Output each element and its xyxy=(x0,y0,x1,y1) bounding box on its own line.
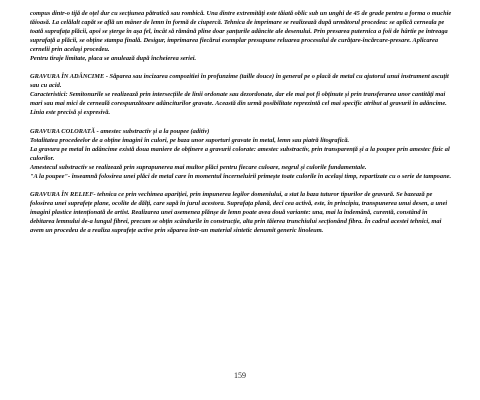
colorata-definition: Totalitatea procedeelor de a obține imagini în culori, pe baza unor suporturi gravate în metal, lemn sau piatră litografică. xyxy=(30,136,350,144)
colorata-heading: GRAVURA COLORATĂ - amestec substractiv și a la poupee (aditiv) xyxy=(30,127,210,135)
page-number: 159 xyxy=(234,371,246,380)
section-gap xyxy=(30,118,452,127)
intro-paragraph: compus dintr-o tijă de oțel dur cu secțiunea pătratică sau rombică. Una dintre extremități este tăiată oblic sub un unghi de 45 de grade pentru a forma o muchie tăioasă. La celălalt capăt se află un mâner de lemn în formă de ciupercă. Tehnica de imprimare se realizează după următorul procedeu: se aplică cerneala pe toată suprafața plăcii, apoi se șterge în așa fel, încât să rămână pline doar șanțurile adâncite ale desenului. Prin presarea puternica a foii de hârtie pe întreaga suprafață a plăcii, se obține stampa finală. Desigur, imprimarea fiecărui exemplar presupune reluarea procesului de curățare-încărcare-presare. Aplicarea cernelii prin acelaşi procedeu. xyxy=(30,10,452,54)
adancime-section xyxy=(30,72,452,117)
relief-section xyxy=(30,190,452,235)
section-gap xyxy=(30,63,452,72)
colorata-section xyxy=(30,127,452,181)
section-gap xyxy=(30,181,452,190)
intro-section xyxy=(30,9,452,63)
adancime-heading-paragraph: GRAVURA ÎN ADÂNCIME - Săparea sau incizarea compozitiei în profunzime (taille douce) în general pe o placă de metal cu ajutorul unui instrument ascuțit sau cu acid. xyxy=(30,73,449,90)
document-body xyxy=(30,9,452,235)
adancime-characteristics: Caracteristici: Semitonurile se realizează prin intersecțiile de linii ordonate sau dezordonate, dar ele mai pot fi obținute și prin transferarea unor cantități mai mari sau mai mici de cerneală corespunzătoare adânciturilor gravate. Această din urmă posibilitate reprezintă cel mai specific atribut al gravurii în adâncime. Linia este precisă și expresivă. xyxy=(30,91,447,117)
colorata-substractive: Amestecul substractiv se realizează prin suprapunerea mai multor plăci pentru fiecare culoare, negrul și culorile fundamentale. xyxy=(30,163,367,171)
colorata-poupee: "A la poupee"- înseamnă folosirea unei plăci de metal care în momentul încerneluirii primește toate culorile în același timp, repartizate cu o serie de tampoane. xyxy=(30,172,452,180)
intro-note: Pentru tiraje limitate, placa se anulează după încheierea seriei. xyxy=(30,55,197,63)
relief-paragraph: GRAVURA ÎN RELIEF- tehnica ce prin vechimea apariției, prin impunerea legilor domeniului, a stat la baza tuturor tipurilor de gravură. Se bazează pe folosirea unei suprafețe plane, ocolite de dălți, care sapă în jurul acestora. Suprafața plană, deci cea activă, este, în principiu, transpunerea unui desen, a unei imagini plastice intenționată de artist. Realizarea unei asemenea plănșe de lemn poate avea două variante: una, mai la îndemână, curentă, constând în debitarea lemnului de-a lungul fibrei, precum se obțin scândurile în construcție, alta prin tăierea trunchiului secționând fibra. În cadrul acestei tehnici, mai avem un procedeu de a realiza suprafețe active prin săparea într-un material sintetic denumit generic linoleum. xyxy=(30,190,448,234)
colorata-methods: La gravura pe metal în adâncime există doua maniere de obținere a gravurii colorate: amestec substractiv, prin transparență și a la poupee prin amestec fizic al culorilor. xyxy=(30,145,450,162)
